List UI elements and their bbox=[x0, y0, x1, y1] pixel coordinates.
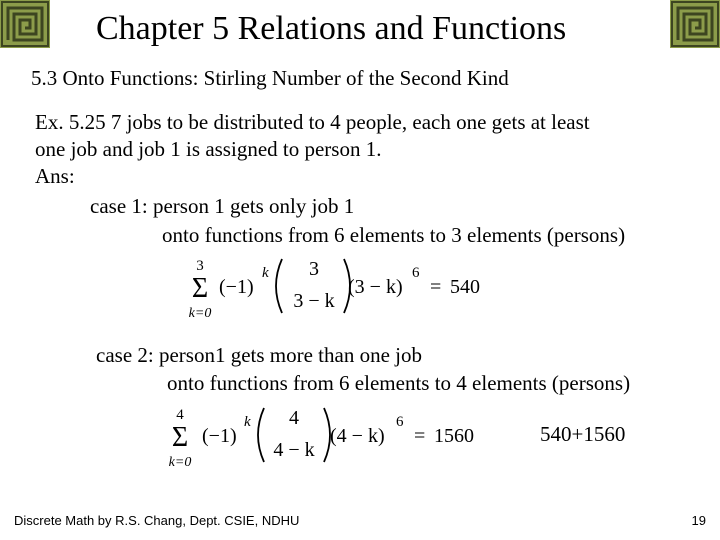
sign-term: (−1) bbox=[219, 276, 254, 298]
example-text-line-1: Ex. 5.25 7 jobs to be distributed to 4 people, each one gets at least bbox=[35, 110, 590, 134]
case2-formula bbox=[160, 404, 510, 470]
case1-formula bbox=[172, 255, 502, 321]
binomial-top: 4 bbox=[289, 407, 299, 429]
greek-key-ornament-icon bbox=[0, 0, 50, 48]
sign-term: (−1) bbox=[202, 425, 237, 447]
power-exponent: 6 bbox=[412, 265, 420, 281]
case1-heading: case 1: person 1 gets only job 1 bbox=[90, 194, 355, 218]
total-expression: 540+1560 bbox=[540, 422, 626, 446]
case2-description: onto functions from 6 elements to 4 elements (persons) bbox=[167, 371, 631, 395]
equals-sign: = bbox=[414, 425, 426, 447]
sigma-icon: Σ bbox=[171, 422, 189, 453]
case1-description: onto functions from 6 elements to 3 elements (persons) bbox=[162, 223, 626, 247]
base-term: (4 − k) bbox=[330, 425, 385, 447]
page-number: 19 bbox=[691, 513, 706, 528]
sum-upper-limit: 4 bbox=[176, 407, 184, 423]
sum-lower-limit: k=0 bbox=[168, 455, 192, 470]
equals-sign: = bbox=[430, 276, 442, 298]
example-text-line-2: one job and job 1 is assigned to person 1. bbox=[35, 137, 382, 161]
binomial-bottom: 3 − k bbox=[293, 290, 335, 312]
page-title: Chapter 5 Relations and Functions bbox=[96, 10, 567, 47]
base-term: (3 − k) bbox=[348, 276, 403, 298]
sign-exponent: k bbox=[244, 414, 251, 430]
greek-key-ornament-icon bbox=[670, 0, 720, 48]
binomial-top: 3 bbox=[309, 258, 319, 280]
sign-exponent: k bbox=[262, 265, 269, 281]
footer-credit: Discrete Math by R.S. Chang, Dept. CSIE, NDHU bbox=[14, 513, 300, 528]
case2-heading: case 2: person1 gets more than one job bbox=[96, 343, 422, 367]
answer-label: Ans: bbox=[35, 164, 75, 188]
sum-upper-limit: 3 bbox=[196, 258, 204, 274]
section-subtitle: 5.3 Onto Functions: Stirling Number of the Second Kind bbox=[31, 66, 509, 90]
sum-lower-limit: k=0 bbox=[188, 306, 212, 321]
binomial-bottom: 4 − k bbox=[273, 439, 315, 461]
formula-result: 540 bbox=[450, 276, 480, 298]
sigma-icon: Σ bbox=[191, 273, 209, 304]
formula-result: 1560 bbox=[434, 425, 474, 447]
power-exponent: 6 bbox=[396, 414, 404, 430]
